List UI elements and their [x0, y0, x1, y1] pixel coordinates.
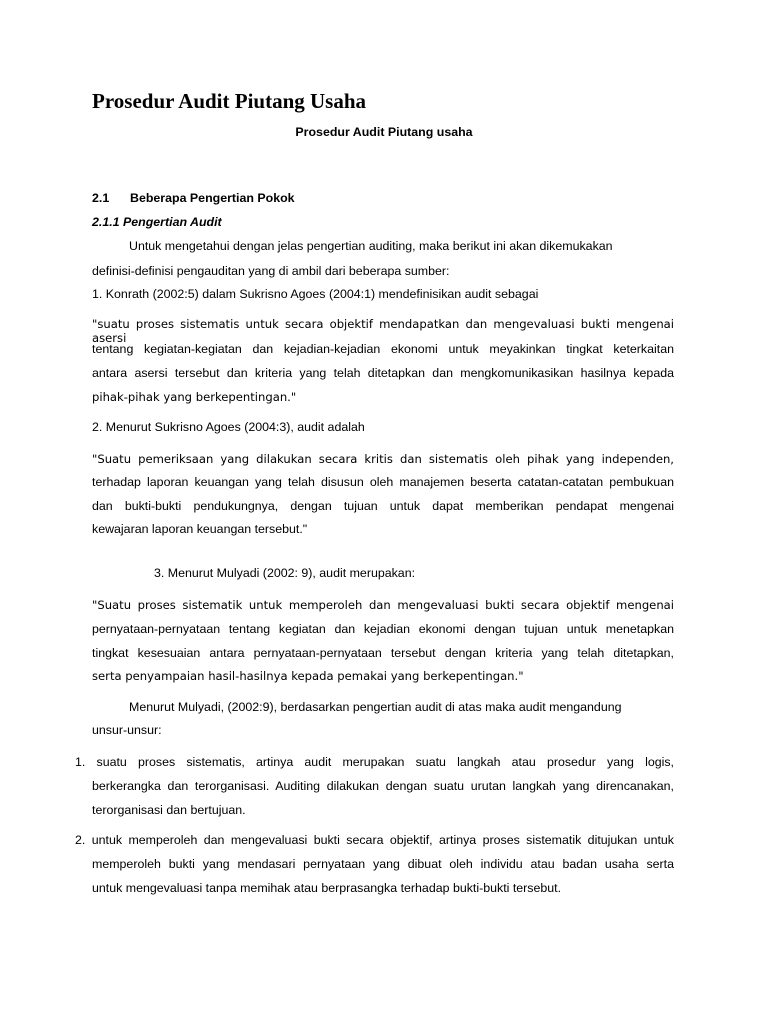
definition-2-quote-line: terhadap laporan keuangan yang telah disusun oleh manajemen beserta catatan-catatan pembukuan [92, 475, 674, 489]
definition-3-quote-line: serta penyampaian hasil-hasilnya kepada pemakai yang berkepentingan." [92, 669, 524, 683]
definition-1-quote-line: tentang kegiatan-kegiatan dan kejadian-kejadian ekonomi untuk meyakinkan tingkat keterkaitan [92, 342, 674, 356]
definition-2-heading: 2. Menurut Sukrisno Agoes (2004:3), audit adalah [92, 420, 365, 434]
list-item-1-line: terorganisasi dan bertujuan. [92, 803, 246, 817]
list-item-1-line: 1. suatu proses sistematis, artinya audit merupakan suatu langkah atau prosedur yang logis, [75, 755, 674, 769]
definition-1-quote-line: pihak-pihak yang berkepentingan." [92, 390, 297, 404]
list-item-2-line: 2. untuk memperoleh dan mengevaluasi bukti secara objektif, artinya proses sistematik ditujukan untuk [75, 833, 674, 847]
intro-line-1: Untuk mengetahui dengan jelas pengertian auditing, maka berikut ini akan dikemukakan [129, 239, 613, 253]
definition-2-quote-line: "Suatu pemeriksaan yang dilakukan secara kritis dan sistematis oleh pihak yang independen, [92, 452, 674, 466]
document-title: Prosedur Audit Piutang Usaha [92, 89, 367, 113]
definition-3-quote-line: "Suatu proses sistematik untuk memperoleh dan mengevaluasi bukti secara objektif mengenai [92, 598, 674, 612]
definition-2-quote-line: dan bukti-bukti pendukungnya, dengan tujuan untuk dapat memberikan pendapat mengenai [92, 499, 674, 513]
definition-1-quote-line: "suatu proses sistematis untuk secara objektif mendapatkan dan mengevaluasi bukti mengenai asersi [92, 317, 674, 345]
definition-1-quote-line: antara asersi tersebut dan kriteria yang telah ditetapkan dan mengkomunikasikan hasilnya kepada [92, 366, 674, 380]
definition-3-quote-line: tingkat kesesuaian antara pernyataan-pernyataan tersebut dengan kriteria yang telah ditetapkan, [92, 646, 674, 660]
list-item-1-line: berkerangka dan terorganisasi. Auditing dilakukan dengan suatu urutan langkah yang direncanakan, [92, 779, 674, 793]
definition-3-heading: 3. Menurut Mulyadi (2002: 9), audit merupakan: [154, 566, 416, 580]
definition-3-quote-line: pernyataan-pernyataan tentang kegiatan dan kejadian ekonomi dengan tujuan untuk menetapkan [92, 622, 674, 636]
list-item-2-line: untuk mengevaluasi tanpa memihak atau berprasangka terhadap bukti-bukti tersebut. [92, 881, 562, 895]
mulyadi-intro-line-1: Menurut Mulyadi, (2002:9), berdasarkan pengertian audit di atas maka audit mengandung [129, 700, 622, 714]
intro-line-2: definisi-definisi pengauditan yang di ambil dari beberapa sumber: [92, 264, 450, 278]
section-number: 2.1 [92, 191, 110, 205]
definition-1-heading: 1. Konrath (2002:5) dalam Sukrisno Agoes (2004:1) mendefinisikan audit sebagai [92, 287, 539, 301]
mulyadi-intro-line-2: unsur-unsur: [92, 723, 162, 737]
list-item-2-line: memperoleh bukti yang mendasari pernyataan yang dibuat oleh individu atau badan usaha serta [92, 857, 674, 871]
definition-2-quote-line: kewajaran laporan keuangan tersebut." [92, 522, 308, 536]
subsection-title: 2.1.1 Pengertian Audit [92, 215, 222, 229]
document-subtitle: Prosedur Audit Piutang usaha [295, 125, 473, 139]
section-title: Beberapa Pengertian Pokok [130, 191, 295, 205]
